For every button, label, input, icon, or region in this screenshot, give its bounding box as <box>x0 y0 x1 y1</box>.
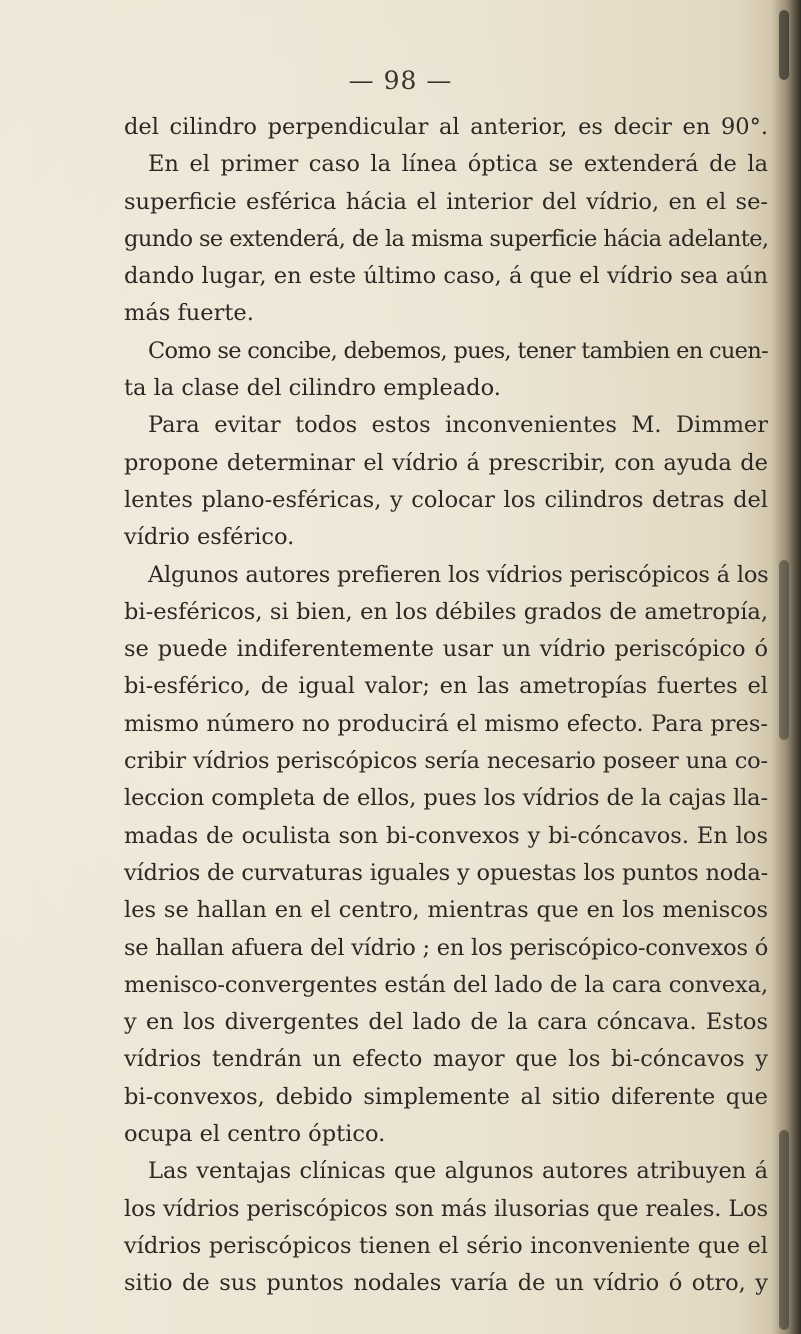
text-line: vídrios periscópicos tienen el sério inconveniente que el <box>124 1232 768 1259</box>
text-line: vídrios tendrán un efecto mayor que los bi-cóncavos y <box>124 1046 768 1073</box>
text-line: del cilindro perpendicular al anterior, es decir en 90°. <box>124 114 768 140</box>
text-line: sitio de sus puntos nodales varía de un vídrio ó otro, y <box>124 1270 768 1297</box>
text-line: se hallan afuera del vídrio ; en los periscópico-convexos ó <box>124 934 768 961</box>
text-line: madas de oculista son bi-convexos y bi-cóncavos. En los <box>124 822 768 849</box>
text-line: Las ventajas clínicas que algunos autores atribuyen á <box>148 1158 768 1185</box>
body-text <box>124 109 768 1303</box>
text-line: En el primer caso la línea óptica se extenderá de la <box>148 151 768 178</box>
text-line: Como se concibe, debemos, pues, tener tambien en cuen- <box>148 337 769 364</box>
text-line: los vídrios periscópicos son más ilusorias que reales. Los <box>124 1195 768 1222</box>
text-line: lentes plano-esféricas, y colocar los cilindros detras del <box>124 486 768 513</box>
text-line: ta la clase del cilindro empleado. <box>124 375 501 402</box>
text-line: propone determinar el vídrio á prescribir, con ayuda de <box>124 449 768 476</box>
text-line: gundo se extenderá, de la misma superficie hácia adelante, <box>124 225 769 252</box>
text-line: leccion completa de ellos, pues los vídrios de la cajas lla- <box>124 785 768 812</box>
text-line: bi-esférico, de igual valor; en las ametropías fuertes el <box>124 673 768 700</box>
text-line: bi-esféricos, si bien, en los débiles grados de ametropía, <box>124 598 768 625</box>
text-line: vídrio esférico. <box>124 524 295 551</box>
edge-stain-mark <box>779 1130 789 1330</box>
text-line: y en los divergentes del lado de la cara cóncava. Estos <box>124 1009 768 1036</box>
edge-stain-mark <box>779 560 789 740</box>
text-line: ocupa el centro óptico. <box>124 1121 386 1148</box>
text-line: más fuerte. <box>124 300 254 327</box>
text-line: superficie esférica hácia el interior del vídrio, en el se- <box>124 188 768 215</box>
page-number: — 98 — <box>348 66 453 95</box>
text-line: cribir vídrios periscópicos sería necesario poseer una co- <box>124 748 769 775</box>
text-line: se puede indiferentemente usar un vídrio periscópico ó <box>124 636 768 663</box>
text-line: Algunos autores prefieren los vídrios periscópicos á los <box>148 561 769 588</box>
text-line: dando lugar, en este último caso, á que el vídrio sea aún <box>124 263 768 290</box>
text-line: les se hallan en el centro, mientras que en los meniscos <box>124 897 768 924</box>
text-line: vídrios de curvaturas iguales y opuestas los puntos noda- <box>124 859 768 886</box>
text-line: bi-convexos, debido simplemente al sitio diferente que <box>124 1083 768 1110</box>
text-line: menisco-convergentes están del lado de la cara convexa, <box>124 971 769 998</box>
text-line: Para evitar todos estos inconvenientes M. Dimmer <box>148 412 768 439</box>
text-line: mismo número no producirá el mismo efecto. Para pres- <box>124 710 768 737</box>
